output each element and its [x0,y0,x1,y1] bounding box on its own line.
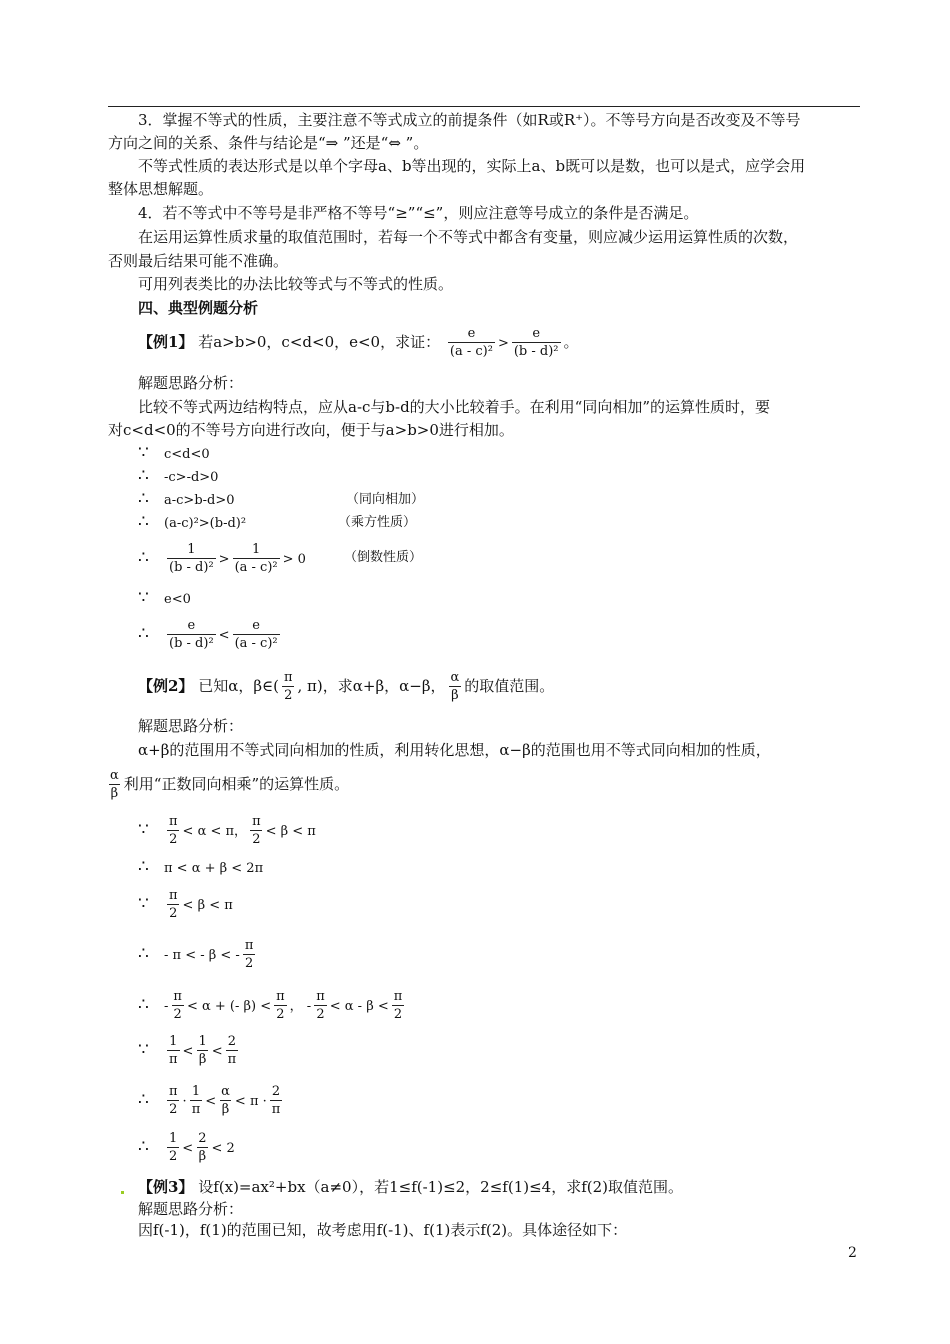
example-1-statement: 【例1】 若a>b>0，c<d<0，e<0，求证： $\frac{e}{\text{(a - c)²}}$ > $\frac{e}{\text{(b - d)²}}$ 。 [138,326,579,359]
step: ∵ e<0 [138,588,191,608]
example-3-statement: 【例3】 设f(x)=ax²+bx（a≠0），若1≤f(-1)≤2，2≤f(1)≤4，求f(2)取值范围。 [138,1178,684,1196]
example-1-analysis-line-2: 对c<d<0的不等号方向进行改向，便于与a>b>0进行相加。 [108,421,514,439]
therefore-symbol: ∴ [138,624,149,644]
step-note: （乘方性质） [338,515,417,530]
example-1-analysis-line-1: 比较不等式两边结构特点，应从a-c与b-d的大小比较着手。在利用“同向相加”的运算性质时，要 [138,398,771,416]
example-3-label: 【例3】 [138,1178,194,1196]
fraction: $\frac{\pi}{2}$ [276,989,285,1022]
step: ∴ $\frac{1}{2}$ < $\frac{2}{\beta}$ < 2 [138,1131,235,1164]
fraction: $\frac{1}{\text{(a - c)²}}$ [234,542,278,575]
paragraph-3-line-1: 3．掌握不等式的性质，主要注意不等式成立的前提条件（如R或R⁺）。不等号方向是否改变及不等号 [138,111,801,129]
step: ∴ - π < - β < - $\frac{\pi}{2}$ [138,938,254,971]
fraction: $\frac{\pi}{2}$ [169,1084,178,1117]
paragraph-4: 4．若不等式中不等号是非严格不等号“≥”“≤”，则应注意等号成立的条件是否满足。 [138,204,699,222]
step: ∵ $\frac{\pi}{2}$ < β < π [138,888,233,921]
fraction: $\frac{\alpha}{\beta}$ [450,670,460,703]
therefore-symbol: ∴ [138,466,149,486]
step: ∴ - $\frac{\pi}{2}$ < α + (- β) < $\frac{\pi}{2}$ ， - $\frac{\pi}{2}$ < α - β < $\frac{\pi}{2}$ [138,989,403,1022]
step-note: （倒数性质） [344,550,423,565]
fraction: $\frac{\pi}{2}$ [393,989,403,1022]
page-number: 2 [848,1245,857,1261]
fraction: $\frac{\pi}{2}$ [169,814,178,847]
paragraph-3-line-3: 不等式性质的表达形式是以单个字母a、b等出现的，实际上a、b既可以是数，也可以是式，应学会用 [138,157,806,175]
fraction: $\frac{\pi}{2}$ [169,888,178,921]
step-note: （同向相加） [346,492,425,507]
fraction: $\frac{e}{\text{(a - c)²}}$ [449,326,493,359]
paragraph-3-line-2: 方向之间的关系、条件与结论是“⇒ ”还是“⇔ ”。 [108,134,429,152]
fraction: $\frac{\pi}{2}$ [252,814,261,847]
fraction: $\frac{2}{\pi}$ [271,1084,281,1117]
step: ∵ $\frac{\pi}{2}$ < α < π， $\frac{\pi}{2}$ < β < π [138,814,316,847]
paragraph-5-line-1: 在运用运算性质求量的取值范围时，若每一个不等式中都含有变量，则应减少运用运算性质的次数， [138,228,799,246]
fraction: $\frac{1}{\beta}$ [198,1034,207,1067]
fraction: $\frac{e}{\text{(a - c)²}}$ [234,618,278,651]
step: ∴ $\frac{\pi}{2}$ · $\frac{1}{\pi}$ < $\frac{\alpha}{\beta}$ < π · $\frac{2}{\pi}$ [138,1084,281,1117]
margin-mark [121,1191,124,1194]
fraction: $\frac{e}{\text{(b - d)²}}$ [169,618,214,651]
because-symbol: ∵ [138,443,149,463]
example-2-label: 【例2】 [138,677,194,695]
fraction: $\frac{\alpha}{\beta}$ [110,768,119,801]
because-symbol: ∵ [138,588,149,608]
fraction: $\frac{e}{\text{(b - d)²}}$ [513,326,559,359]
example-3-line: 因f(-1)，f(1)的范围已知，故考虑用f(-1)、f(1)表示f(2)。具体途径如下： [138,1221,628,1239]
step: ∴ π < α + β < 2π [138,857,264,877]
analysis-label: 解题思路分析： [138,374,244,392]
example-2-analysis-line-1: α+β的范围用不等式同向相加的性质，利用转化思想，α−β的范围也用不等式同向相加的性质， [138,741,771,759]
therefore-symbol: ∴ [138,548,149,568]
step: ∵ c<d<0 [138,443,210,463]
step: ∴ (a-c)²>(b-d)² （乘方性质） [138,512,417,532]
step: ∴ a-c>b-d>0 （同向相加） [138,489,425,509]
therefore-symbol: ∴ [138,489,149,509]
example-2-analysis-line-2: $\frac{\alpha}{\beta}$ 利用“正数同向相乘”的运算性质。 [110,768,350,801]
example-1-label: 【例1】 [138,333,194,351]
analysis-label: 解题思路分析： [138,1200,244,1218]
analysis-label: 解题思路分析： [138,717,244,735]
fraction: $\frac{1}{2}$ [169,1131,178,1164]
step: ∴ $\frac{e}{\text{(b - d)²}}$ < $\frac{e}{\text{(a - c)²}}$ [138,612,860,658]
step: ∵ $\frac{1}{\pi}$ < $\frac{1}{\beta}$ < $\frac{2}{\pi}$ [138,1034,237,1067]
fraction: $\frac{\pi}{2}$ [244,938,254,971]
fraction: $\frac{1}{\text{(b - d)²}}$ [169,542,214,575]
section-heading: 四、典型例题分析 [138,299,259,317]
fraction: $\frac{2}{\beta}$ [198,1131,207,1164]
fraction: $\frac{1}{\pi}$ [191,1084,201,1117]
paragraph-5-line-2: 否则最后结果可能不准确。 [108,252,289,270]
step: ∴ -c>-d>0 [138,466,219,486]
paragraph-6: 可用列表类比的办法比较等式与不等式的性质。 [138,275,454,293]
fraction: $\frac{\pi}{2}$ [316,989,325,1022]
example-2-statement: 【例2】 已知α，β∈( $\frac{\pi}{2}$ , π)，求α+β，α−β， $\frac{\alpha}{\beta}$ 的取值范围。 [138,670,555,703]
fraction: $\frac{\pi}{2}$ [173,989,182,1022]
fraction: $\frac{\pi}{2}$ [283,670,293,703]
step: ∴ $\frac{1}{\text{(b - d)²}}$ > $\frac{1}{\text{(a - c)²}}$ > 0 （倒数性质） [138,536,860,582]
paragraph-3-line-4: 整体思想解题。 [108,180,214,198]
header-rule [108,106,860,107]
therefore-symbol: ∴ [138,512,149,532]
fraction: $\frac{1}{\pi}$ [169,1034,178,1067]
fraction: $\frac{\alpha}{\beta}$ [221,1084,230,1117]
fraction: $\frac{2}{\pi}$ [227,1034,237,1067]
example-1-text: 若a>b>0，c<d<0，e<0，求证： [193,333,441,351]
